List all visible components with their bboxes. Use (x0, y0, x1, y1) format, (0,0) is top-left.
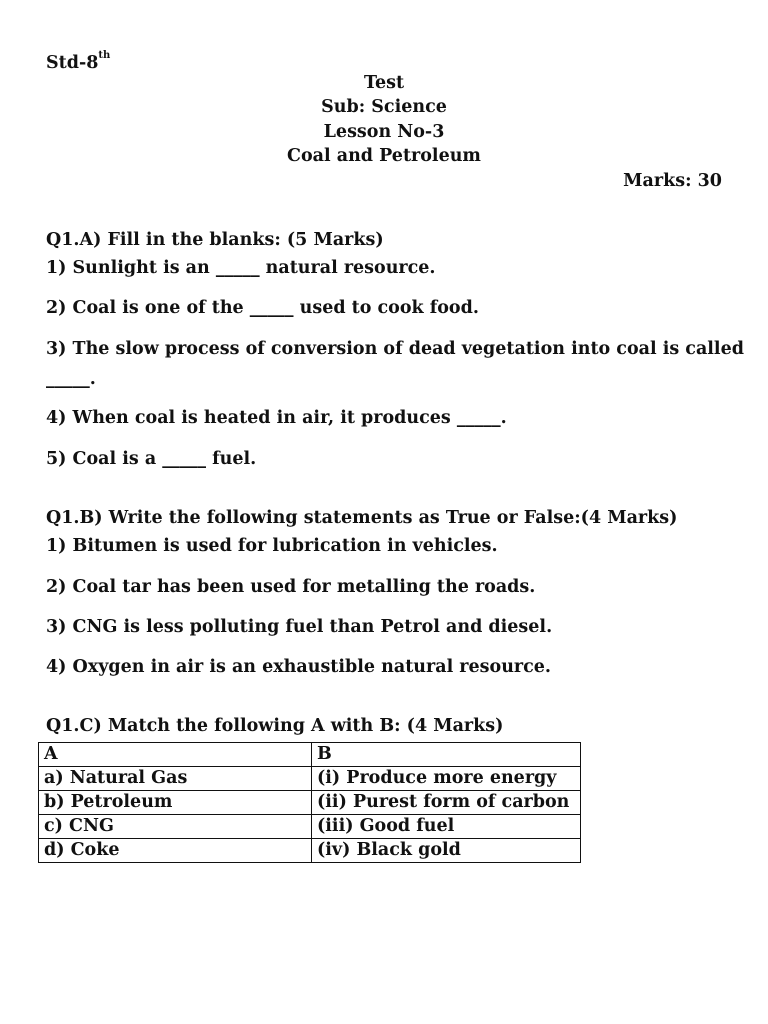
table-cell-a: c) CNG (39, 815, 312, 839)
match-table (38, 742, 581, 863)
standard-text: Std-8 (46, 52, 99, 73)
q1a-heading: Q1.A) Fill in the blanks: (5 Marks) (46, 230, 384, 250)
table-row (39, 767, 581, 791)
table-row (39, 815, 581, 839)
table-header-a: A (39, 743, 312, 767)
q1a-item-3-blank: _____. (46, 369, 96, 389)
q1a-item-2: 2) Coal is one of the _____ used to cook food. (46, 298, 479, 318)
table-row (39, 791, 581, 815)
table-cell-b: (i) Produce more energy (312, 767, 581, 791)
q1a-item-1: 1) Sunlight is an _____ natural resource. (46, 258, 436, 278)
q1b-heading: Q1.B) Write the following statements as True or False:(4 Marks) (46, 508, 678, 528)
table-cell-b: (ii) Purest form of carbon (312, 791, 581, 815)
standard-superscript: th (98, 50, 111, 61)
table-header-b: B (312, 743, 581, 767)
standard-label (46, 48, 110, 74)
table-cell-b: (iii) Good fuel (312, 815, 581, 839)
test-title: Test (363, 73, 405, 93)
q1b-item-1: 1) Bitumen is used for lubrication in vehicles. (46, 536, 498, 556)
table-row (39, 839, 581, 863)
table-header-row (39, 743, 581, 767)
table-cell-b: (iv) Black gold (312, 839, 581, 863)
lesson-line: Lesson No-3 (323, 122, 445, 142)
topic-line: Coal and Petroleum (287, 146, 481, 166)
table-cell-a: a) Natural Gas (39, 767, 312, 791)
table-cell-a: d) Coke (39, 839, 312, 863)
q1c-heading: Q1.C) Match the following A with B: (4 Marks) (46, 716, 504, 736)
q1b-item-3: 3) CNG is less polluting fuel than Petrol and diesel. (46, 617, 553, 637)
q1a-item-4: 4) When coal is heated in air, it produces _____. (46, 408, 507, 428)
subject-line: Sub: Science (321, 97, 447, 117)
table-cell-a: b) Petroleum (39, 791, 312, 815)
q1b-item-4: 4) Oxygen in air is an exhaustible natural resource. (46, 657, 552, 677)
q1a-item-3: 3) The slow process of conversion of dead vegetation into coal is called (46, 339, 744, 359)
q1b-item-2: 2) Coal tar has been used for metalling the roads. (46, 577, 536, 597)
q1a-item-5: 5) Coal is a _____ fuel. (46, 449, 257, 469)
total-marks: Marks: 30 (623, 171, 722, 191)
